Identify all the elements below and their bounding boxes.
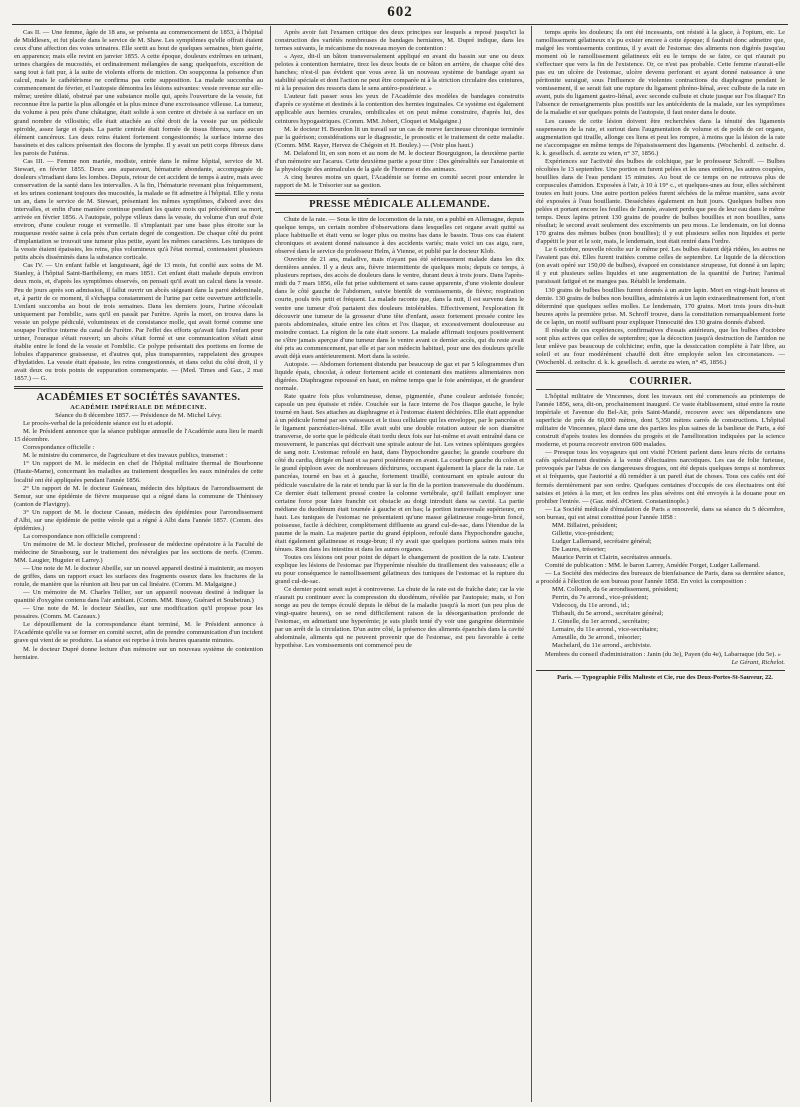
column-divider — [270, 26, 271, 1102]
paragraph: Ouvrière de 21 ans, maladive, mais n'ayant pas été sérieusement malade dans les dix dernières années. Il y a deux ans, fièvre intermittente de quelques mois; depuis ce temps, à plusieurs reprises, des accès de douleurs dans le ventre, durant deux à trois jours. Dans l'après-midi du 7 mars 1856, elle fut prise subitement et sans cause apparente, d'une violente douleur dans le côté gauche de l'abdomen, suivie bientôt de vomissements, de fièvre; respiration courte, pouls très petit et fréquent. La malade raconte que, dans la nuit, il est survenu dans le ventre une tumeur d'où partaient des douleurs intolérables. Effectivement, l'exploration fit découvrir une tumeur de la grosseur d'une tête d'enfant, assez fortement pressée contre les parois abdominales, située entre les côtes et l'os iliaque, et excessivement douloureuse au moindre contact. La région de la rate était sonore. La malade affirmait toujours positivement ne s'être jamais aperçue d'une tumeur dans le ventre avant ce dernier accès, qui du reste avait été pris au commencement, par elle et par son médecin habituel, pour une des douleurs qu'elle avait déjà eues antérieurement. Mort dans la soirée. — [275, 256, 524, 360]
section-rule — [275, 212, 524, 213]
list-item: Videcocq, du 11e arrond., id.; — [552, 602, 630, 610]
paragraph: — Un mémoire de M. Charles Tellier, sur un appareil nouveau destiné à indiquer la quantité d'oxygène contenu dans l'air ambiant. (Comm. MM. Bussy, Guérard et Soubeiran.) — [14, 589, 263, 605]
paragraph: — Presque tous les voyageurs qui ont visité l'Orient parlent dans leurs récits de certains cafés spécialement destinés à la vente d'électuaires narcotiques. Les cas de folie furieuse, provoqués par l'abus de ces dangereuses drogues, ont été depuis quelques temps si nombreux et si fréquents, que l'autorité a dû remédier à un pareil état de choses. Tous ces cafés ont été fermés dernièrement par son ordre. Quelques centaines d'occupés de ces électuaires ont été saisies et jetées à la mer, et les ordres les plus sévères ont été envoyés à la douane pour en prohiber l'entrée. — (Gaz. méd. d'Orient. Constantinople.) — [536, 449, 785, 505]
paragraph: Le 6 octobre, nouvelle récolte sur le même pré. Les bulbes étaient déjà ridées, les autres ne l'avaient pas été. Elles furent traitées comme celles de septembre. Le liquide de la décoction (on avait opéré sur 150,00 de bulbes), évaporé en consistance sirupeuse, fut donné à un lapin; il y eut plusieurs selles liquides et une augmentation de la quantité de l'urine; l'animal paraissait fatigué et ne mangea pas. Rétabli le lendemain. — [536, 246, 785, 286]
paragraph: Il résulte de ces expériences, confirmatives d'essais antérieurs, que les bulbes d'octobre sont plus actives que celles de septembre; que la décoction jusqu'à destruction de l'amidon ne leur enlève pas beaucoup de colchicine; enfin, que la dessiccation complète à l'air libre, au soleil et au four modérément chauffé doit être employée selon les circonstances. — (Wochenbl. d. zeitschr. d. k. k. gesellsch. d. aerzte zu wien, n° 45, 1856.) — [536, 326, 785, 366]
paragraph: Membres du conseil d'administration : Janin (du 3e), Payen (du 4e), Labarraque (du 5e). » — [545, 650, 781, 658]
page-number: 602 — [387, 4, 413, 20]
column-divider — [531, 26, 532, 1102]
section-rule — [536, 370, 785, 373]
paragraph: temps après les douleurs; ils ont été incessants, ont résisté à la glace, à l'opium, etc. Le ramollissement gélatineux n'a pu exister encore à cette époque; il faudrait donc admettre que, malgré les vomissements continus, il y avait de l'estomac des aliments non digérés jusqu'au moment où le ramollissement gélatineux eût eu le temps de se faire, ce qui n'aurait pu s'effectuer que vers la fin de l'existence. Or, ce n'est pas probable. Cette femme n'aurait-elle pas eu un ulcère de l'estomac, ulcère devenu perforant et ayant donné naissance à une péritonite suraiguë, sous l'influence de violentes contractions du diaphragme pendant le vomissement, il se serait fait une rupture du ligament phréno-liénal, avec culbute de la rate en avant, puis du ligament gastro-liénal, avec seconde culbute et chute jusque sur l'os iliaque? En l'absence de renseignements plus positifs sur les antécédents de la malade, sur les symptômes de la maladie et sur quelques points de l'autopsie, il faut rester dans le doute. — [536, 29, 785, 117]
case-4-paragraph: Cas IV. — Un enfant faible et languissant, âgé de 13 mois, fut confié aux soins de M. Stanley, à l'hôpital Saint-Barthélemy, en mars 1851. Cet enfant était malade depuis environ deux mois, et, d'après les symptômes observés, on pensait qu'il avait un calcul dans la vessie. Peu de jours après son admission, il fallut ouvrir un abcès siégeant dans la paroi abdominale, et, à partir de ce moment, il s'échappa constamment de l'urine par cette ouverture artificielle. L'enfant succomba au bout de trois semaines. Dans les derniers jours, l'urine s'écoulait uniquement par l'ombilic, sans qu'il en passât par l'urètre. Après la mort, on trouva dans la vessie un polype pédiculé, volumineux et de consistance molle, qui avait formé comme une soupape l'orifice interne du canal de l'urètre. Par l'effet des efforts qu'avait faits l'enfant pour uriner, l'ouraque s'était rouvert; un abcès s'était formé et une communication s'était ainsi établie entre le fond de la vessie et l'ombilic. Ce polype présentait des portions en forme de lobules d'apparence graisseuse, et d'autres qui, plus transparentes, rappelaient des groupes d'hydatides. La vessie était épaissie, les reins congestionnés, et dans celui du côté droit, il y avait deux ou trois points de suppuration commençante. — (Med. Times and Gaz., 2 mai 1857.) — G. — [14, 262, 263, 383]
signature: Le Gérant, Richelot. — [731, 658, 785, 666]
case-3-paragraph: Cas III. — Femme non mariée, modiste, entrée dans le même hôpital, service de M. Stewart, en février 1855. Deux ans auparavant, hématurie abondante, accompagnée de douleurs s'irradiant dans les lombes. Depuis, retour de cet accident de temps à autre, mais avec conservation de la santé dans les intervalles. A la fin, l'hématurie revenant plus fréquemment, et les urines contenant toujours des mucosités, la malade se fit admettre à l'hôpital. Elle y resta un an, dans le service de M. Stewart, présentant les mêmes symptômes, d'abord avec des intervalles, et enfin d'une manière continue pendant les quatre mois qui précédèrent sa mort, arrivée en février 1856. A l'autopsie, polype villeux dans la vessie, du volume d'un œuf d'oie environ, d'une couleur rouge et vermeille. Il s'implantait par une base plus étroite sur la muqueuse restée saine à cela près d'un certain degré de congestion. De chaque côté du point d'implantation se trouvait une tumeur plus petite, ayant les mêmes caractères. Les tuniques de la vessie étaient épaissies, les reins, plus volumineux qu'à l'état normal, contenaient plusieurs petits abcès disséminés dans la substance corticale. — [14, 157, 263, 262]
list-item: J. Gimelle, du 1er arrond., secrétaire; — [552, 618, 650, 626]
section-heading-presse: PRESSE MÉDICALE ALLEMANDE. — [309, 198, 490, 210]
paragraph: Correspondance officielle : — [23, 444, 95, 452]
list-item: Maurice Perrin et Clairin, secrétaires annuels. — [552, 553, 672, 561]
case-2-paragraph: Cas II. — Une femme, âgée de 18 ans, se présenta au commencement de 1853, à l'hôpital de Middlesex, et fut placée dans le service de M. Shaw. Les symptômes qu'elle offrait étaient ceux d'une affection des voies urinaires. Elle sortit au bout de quelques semaines, bien guérie, en apparence; mais elle revint en janvier 1855. A cette époque, douleurs extrêmes en urinant, urines chargées de mucosités, et ordinairement mélangées de sang; quelquefois, excrétion de sang tout à fait pur, à la suite de violents efforts de miction. On soupçonna la présence d'un calcul, mais le cathétérisme ne confirma pas cette supposition. La malade succomba au commencement de février, et l'autopsie démontra les lésions suivantes: vessie revenue sur elle-même; uretère dilaté, obstrué par une substance molle qui, après l'ouverture de la vessie, fut reconnue être la partie la plus allongée et la plus mince d'une excroissance villeuse. La tumeur, du volume à peu près d'une châtaigne, était solide à son centre et divisée à sa surface en un grand nombre de villosités; elle était attachée au côté droit de la vessie par un pédicule spiroïde, assez large et épais. La partie centrale était formée de tissus fibreux, sans aucun élément cancéreux. Les deux reins étaient fortement congestionnés; la surface interne des bassinets et des calices présentait des flocons de lymphe. Il y avait un petit corps fibreux dans les parois de l'utérus. — [14, 29, 263, 157]
paragraph: Comité de publication : MM. le baron Larrey, Amédée Forget, Ludger Lallemand. — [545, 562, 760, 569]
printer-footer: Paris. — Typographie Félix Malteste et Cie, rue des Deux-Portes-St-Sauveur, 22. — [557, 673, 773, 681]
seance-line: Séance du 8 décembre 1857. — Présidence de M. Michel Lévy. — [55, 412, 222, 420]
section-rule — [275, 193, 524, 196]
list-item: Thibault, du 5e arrond., secrétaire général; — [552, 610, 664, 618]
list-item: Ludger Lallemand, secrétaire général; — [552, 537, 652, 545]
paragraph: — Une note de M. le docteur Séailles, sur une modification qu'il propose pour les pessaires. (Comm. M. Cazeaux.) — [14, 605, 263, 621]
paragraph: Le procès-verbal de la précédente séance est lu et adopté. — [23, 420, 174, 428]
paragraph: M. le docteur H. Bourdon lit un travail sur un cas de morve farcineuse chronique terminée par la guérison; considérations sur le diagnostic, le pronostic et le traitement de cette maladie. (Comm. MM. Rayer, Hervez de Chégoin et H. Bouley.) — (Voir plus haut.) — [275, 125, 524, 149]
section-heading-academies: ACADÉMIES ET SOCIÉTÉS SAVANTES. — [36, 392, 241, 404]
paragraph: Rate quatre fois plus volumineuse, dense, pigmentée, d'une couleur ardoisée foncée; capsule un peu épaissie et ridée. Couchée sur la face interne de l'os iliaque gauche, le hyle tourné en haut. Ses attaches au diaphragme et à l'estomac étaient déchirées. Elle était appendue à un pédicule formé par ses vaisseaux et le tissu cellulaire qui les enveloppe, par le pancréas et le ligament pancréatico-liénal. Elle avait subi une double rotation autour de son diamètre transverse, de sorte que le pédicule était tordu deux fois sur lui-même et avait entraîné dans ce mouvement, le pancréas qui décrivait une spirale autour de lui. Les veines spléniques gorgées de sang noir. L'estomac refoulé en haut, dans l'hypochondre gauche; la grande courbure du côté du cardia, dirigée en haut et sa paroi postérieure en avant. La courbure gauche du colon et le grand épiploon avec de nombreuses déchirures, occupant également la place de la rate. Le pancréas, tourné en bas et à gauche, fortement tiraillé, contournant en spirale autour du pédicule vasculaire de la rate et tendu par là sur la fin de la portion transversale du duodénum. Ce dernier était tellement pressé contre la colonne vertébrale, qu'il faillait employer une certaine force pour faire franchir cet obstacle au doigt introduit dans sa cavité. La partie médiane du duodénum était tournée à gauche et en bas; la portion transversale supérieure, en haut. Les tuniques de l'estomac ne présentaient qu'une masse gélatineuse rouge-brun foncé, poisseuse, facile à déchirer, complètement diffluente au grand cul-de-sac, dans l'étendue de la paume de la main. La majeure partie du grand épiploon, refoulé dans l'hypochondre gauche, était également gélatineuse et rouge-brun; il n'y avait que quelques portions saines mais très ténues. Rien dans les intestins et dans les autres organes. — [275, 393, 524, 553]
subheading-academie: ACADÉMIE IMPÉRIALE DE MÉDECINE. — [70, 404, 207, 412]
list-item: MM. Collomb, du 6e arrondissement, président; — [552, 586, 679, 594]
paragraph: L'auteur fait passer sous les yeux de l'Académie des modèles de bandages construits d'après ce système et destinés à la contention des hernies inguinales. Ce système est également applicable aux hernies crurales, ombilicales et on peut même construire, d'après lui, des ceintures hypogastriques. (Comm. MM. Jobert, Cloquet et Malgaigne.) — [275, 93, 524, 125]
quote-paragraph: « Ayez, dit-il un bâton transversalement appliqué en avant du bassin sur une ou deux pelotes à contention herniaire, tirez les deux bouts de ce bâton en arrière, de chaque côté des hanches; n'est-il pas évident que vous avez là un nouveau système de bandage ayant sa stabilité spéciale et dont l'action ne peut être comparée ni à la striction circulaire des ceintures, ni à la pression des ressorts dans le sens antéro-postérieur. » — [275, 53, 524, 93]
paragraph: Chute de la rate. — Sous le titre de locomotion de la rate, on a publié en Allemagne, depuis quelque temps, un certain nombre d'observations dans lesquelles cet organe avait quitté sa place habituelle et était venu se loger plus ou moins bas dans le bassin. Tous ces cas étaient chroniques et avaient donné naissance à des accidents variés; mais voici un cas aigu, rare, observé dans le service du professeur Helm, à Vienne, et publié par le docteur Klob. — [275, 215, 524, 256]
list-item: MM. Billairet, président; — [552, 521, 618, 529]
header-rule — [12, 24, 788, 25]
paragraph: M. Delafond lit, en son nom et au nom de M. le docteur Bourguignon, la deuxième partie d'un mémoire sur l'acarus. Cette deuxième partie a pour titre : Des généralités sur l'anatomie et la physiologie des animalcules de la gale de l'homme et des animaux. — [275, 149, 524, 173]
paragraph: Expériences sur l'activité des bulbes de colchique, par le professeur Schroff. — Bulbes récoltées le 13 septembre. Une portion en furent pelées et les unes entières, les autres coupées, bouillies dans de l'eau pendant 15 minutes. Au bout de ce temps on ne retrouva plus de corpuscules d'amidon. Exposées à l'air, à 10 à 19° c., et quelques-unes au four, elles séchèrent toutes en huit jours. Une autre portion pelées furent séchées de la même manière, sans avoir été exposées à l'eau bouillante. Desséchées également en huit jours. Quelques bulbes non pelées et portant encore les feuilles de l'année, avaient perdu que peu de leur eau dans le même temps. Deux lapins prirent 130 grains de poudre de bulbes bouillies et non bouillies, sans résultat; le second avait seulement des excréments un peu mous. Le lendemain, on lui donna 170 grains des mêmes bulbes (non bouillies); il y eut plusieurs selles non liquides et perte d'appétit le jour et le soir, mais, le lendemain, tout était rentré dans l'ordre. — [536, 157, 785, 246]
paragraph: — Une note de M. le docteur Abeille, sur un nouvel appareil destiné à maintenir, au moyen de griffes, dans un rapport exact les surfaces des fragments osseux dans les fractures de la rotule, de manière que la réunion ait lieu par un cal linéaire. (Comm. M. Malgaigne.) — [14, 565, 263, 589]
paragraph: M. le Président annonce que la séance publique annuelle de l'Académie aura lieu le mardi 15 décembre. — [14, 428, 263, 444]
paragraph: — La Société des médecins des bureaux de bienfaisance de Paris, dans sa dernière séance, a procédé à l'élection de son bureau pour l'année 1858. En voici la composition : — [536, 570, 785, 586]
paragraph: Autopsie. — Abdomen fortement distendu par beaucoup de gaz et par 5 kilogrammes d'un liquide épais, chocolat, à odeur fortement acide et contenant des matières alimentaires non digérées. Diaphragme repoussé en haut, en même temps que le foie anémique, et de grandeur normale. — [275, 360, 524, 392]
section-heading-courrier: COURRIER. — [629, 375, 692, 387]
paragraph: M. le ministre du commerce, de l'agriculture et des travaux publics, transmet : — [23, 452, 228, 460]
paragraph: Toutes ces lésions ont pour point de départ le changement de position de la rate. L'auteur explique les lésions de l'estomac par l'hyperémie résultée du tiraillement des vaisseaux; elle a eu pour conséquence le ramollissement gélatineux des tuniques de l'estomac et la rupture du grand cul-de-sac. — [275, 553, 524, 586]
list-item: Gillette, vice-président; — [552, 529, 614, 537]
paragraph: Ce dernier point serait sujet à controverse. La chute de la rate est de fraîche date; car la vie n'aurait pu continuer avec la compression du duodénum, révélée par l'autopsie; mais, si l'on songe au peu de temps écoulé depuis le début de la maladie jusqu'à la mort (un peu plus de vingt-quatre heures), on se rend difficilement raison de la désorganisation profonde de l'estomac, en admettant une hyperémie; je suis plutôt tenté d'y voir une gangrène déterminée par un arrêt de la circulation. D'un autre côté, la présence des aliments épanchés dans la cavité abdominale, aliments qui ne peuvent provenir que de l'estomac, est peu favorable à cette hypothèse. Les vomissements ont commencé peu de — [275, 586, 524, 650]
paragraph: La correspondance non officielle comprend : — [23, 532, 141, 540]
paragraph: Les causes de cette lésion doivent être recherchées dans la ténuité des ligaments suspenseurs de la rate, et surtout dans l'augmentation de volume et de poids de cet organe, augmentation qui tiraille, allonge ces liens et peut les rompre, à moins que la lésion de la rate ne s'accompagne en même temps de l'épaississement des ligaments. (Wochenbl. d. zeitschr. d. k. k. gesellsch. d. aerzte zu wien, n° 37, 1856.) — [536, 117, 785, 157]
list-item: Machelard, du 11e arrond., archiviste. — [552, 642, 652, 650]
column-1 — [14, 29, 263, 1099]
paragraph: 2° Un rapport de M. le docteur Guéneau, médecin des hôpitaux de l'arrondissement de Semur, sur une épidémie de fièvre muqueuse qui a régné dans la commune de Thénissey (canton de Flavigny). — [14, 484, 263, 508]
paragraph: Le dépouillement de la correspondance étant terminé, M. le Président annonce à l'Académie qu'elle va se former en comité secret, afin de prendre communication d'un incident grave qui vient de se produire. La séance est reprise à trois heures quarante minutes. — [14, 621, 263, 645]
list-item: Lemaire, du 11e arrond., vice-secrétaire; — [552, 626, 659, 634]
paragraph: 130 grains de bulbes bouillies furent donnés à un autre lapin. Mort en vingt-huit heures et demie. 130 grains de bulbes non bouillies, administrés à un lapin extraordinairement fort, n'ont déterminé que quelques selles molles. Le lendemain, 170 grains. Mort trois jours dix-huit heures après la première prise. M. Schroff trouve, dans la constitution remarquablement forte de ce lapin, un motif suffisant pour expliquer l'innocuité des 130 grains donnés d'abord. — [536, 286, 785, 326]
footer-rule — [536, 670, 785, 671]
list-item: Perrin, du 7e arrond., vice-président; — [552, 594, 649, 602]
paragraph: A cinq heures moins un quart, l'Académie se forme en comité secret pour entendre le rapport de M. le Trésorier sur sa gestion. — [275, 173, 524, 189]
paragraph: 1° Un rapport de M. le médecin en chef de l'hôpital militaire thermal de Bourbonne (Haute-Marne), concernant les maladies au traitement desquelles les eaux minérales de cette localité ont été appliquées pendant l'année 1856. — [14, 460, 263, 484]
column-2 — [275, 29, 524, 1099]
paragraph: — La Société médicale d'émulation de Paris a renouvelé, dans sa séance du 5 décembre, son bureau, qui est ainsi constitué pour l'année 1858 : — [536, 505, 785, 521]
paragraph: Après avoir fait l'examen critique des deux principes sur lesquels a reposé jusqu'ici la construction des variétés nombreuses de bandages herniaires, M. Dupré indique, dans les termes suivants, le mécanisme du nouveau moyen de contention : — [275, 29, 524, 53]
column-3 — [536, 29, 785, 1099]
list-item: Ameuille, du 3e arrond., trésorier; — [552, 634, 642, 642]
paragraph: 3° Un rapport de M. le docteur Cassan, médecin des épidémies pour l'arrondissement d'Albi, sur une épidémie de petite vérole qui a régné à Albi dans l'année 1857. (Comm. des épidémies.) — [14, 508, 263, 532]
list-item: De Laures, trésorier; — [552, 545, 606, 553]
section-rule — [14, 386, 263, 389]
paragraph: L'hôpital militaire de Vincennes, dont les travaux ont été commencés au printemps de l'année 1856, sera, dit-on, prochainement inauguré. Ce vaste établissement, situé entre la route impériale et l'avenue du Bel-Air, près Saint-Mandé, recouvre avec ses dépendances une superficie de près de 60,000 mètres, dont 5,350 mètres carrés de constructions. L'hôpital militaire de Vincennes, placé dans une des parties les plus saines de la banlieue de Paris, a été construit d'après toutes les données du progrès et de l'amélioration indiquées par la science moderne, et pourra recevoir environ 600 malades. — [536, 393, 785, 449]
paragraph: Un mémoire de M. le docteur Michel, professeur de médecine opératoire à la Faculté de médecine de Strasbourg, sur le traitement des névralgies par les sections de nerfs. (Comm. MM. Laugier, Huguier et Larrey.) — [14, 540, 263, 564]
section-rule — [536, 389, 785, 390]
paragraph: M. le docteur Dupré donne lecture d'un mémoire sur un nouveau système de contention herniaire. — [14, 645, 263, 661]
